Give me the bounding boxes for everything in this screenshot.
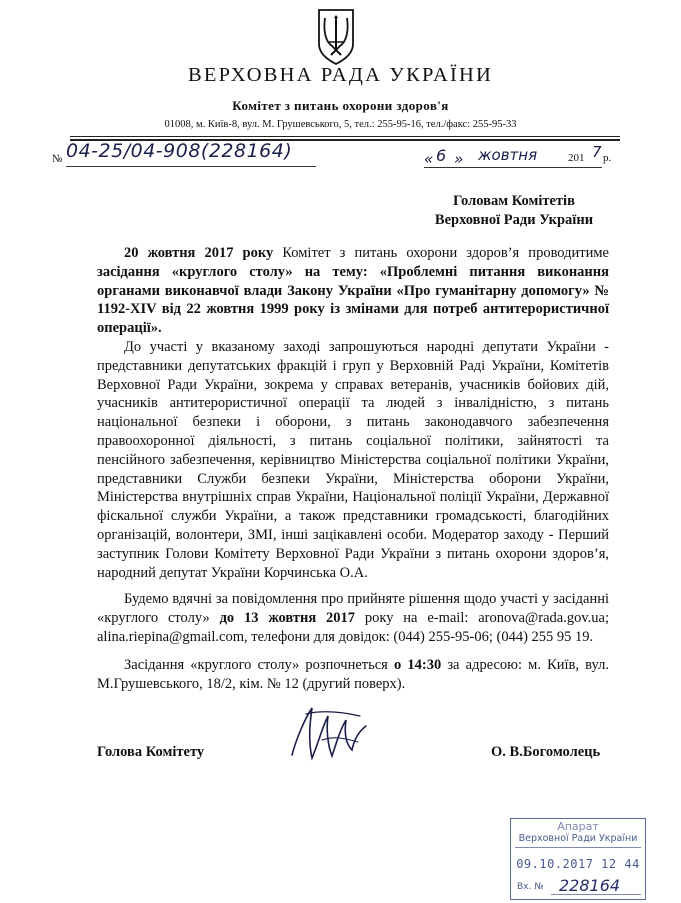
contact-details: року на e-mail: aronova@rada.gov.ua; alina.riepina@gmail.com, телефони для довідок: (044) 255-95-06; (044) 255 95 19. [97, 609, 610, 645]
stamp-line-2: Верховної Ради України [518, 833, 638, 844]
registration-date-month: жовтня [478, 146, 538, 164]
stamp-incoming-underline [551, 894, 641, 895]
trident-coat-of-arms-icon [316, 8, 356, 66]
registration-date-year-digit: 7 [592, 143, 602, 161]
handwritten-signature [282, 700, 372, 770]
registration-stamp [510, 818, 646, 900]
paragraph-4-text-1: Засідання «круглого столу» розпочнеться [124, 657, 394, 673]
body-paragraph-2 [97, 338, 609, 582]
stamp-incoming-number: 228164 [559, 876, 621, 895]
body-paragraph-3 [97, 590, 609, 646]
registration-number-underline [66, 166, 316, 167]
parliament-title: ВЕРХОВНА РАДА УКРАЇНИ [187, 64, 494, 86]
committee-title: Комітет з питань охорони здоров'я [232, 98, 449, 113]
event-date: 20 жовтня 2017 року [124, 245, 274, 261]
registration-number: 04-25/04-908(228164) [66, 140, 293, 162]
event-topic: засідання «круглого столу» на тему: «Проблемні питання виконання органами виконавчої влади Закону України «Про гуманітарну допомогу» № 1192-XIV від 22 жовтня 1999 року із змінами для потреб антитерористичної операції». [97, 263, 609, 337]
addressee-line-2: Верховної Ради України [434, 212, 594, 228]
participants-text: До участі у вказаному заході запрошуються народні депутати України - представники депутатських фракцій і груп у Верховній Раді України, Комітетів Верховної Ради України, зокрема у справах ветеранів, учасників бойових дій, учасників антитерористичної операції та людей з інвалідністю, з питань національної безпеки і оборони, з питань законодавчого забезпечення правоохоронної діяльності, з питань соціальної політики, зайнятості та пенсійного забезпечення, керівництво Міністерства соціальної політики України, представники Служби безпеки України, Міністерства оборони України, Міністерства внутрішніх справ України, Національної поліції України, Державної фіскальної служби України, а також представники громадськості, благодійних організацій, волонтери, ЗМІ, інші зацікавлені особи. Модератор заходу - Перший заступник Голови Комітету Верховної Ради України з питань охорони здоров’я, народний депутат України Корчинська О.А. [97, 339, 609, 581]
signatory-position: Голова Комітету [97, 744, 205, 760]
paragraph-3-text-1: Будемо вдячні за повідомлення про прийняте рішення щодо участі у засіданні «круглого столу» [97, 591, 609, 626]
stamp-incoming-label: Вх. № [517, 882, 544, 892]
header-divider-thin [70, 136, 620, 137]
registration-date-underline [424, 167, 602, 168]
addressee-line-1: Головам Комітетів [453, 193, 575, 209]
registration-date-suffix: р. [603, 152, 612, 164]
meeting-address: за адресою: м. Київ, вул. М.Грушевського, 18/2, кім. № 12 (другий поверх). [97, 657, 609, 692]
reply-deadline: до 13 жовтня 2017 [219, 609, 356, 626]
paragraph-1-text: Комітет з питань охорони здоров’я проводитиме [273, 245, 609, 261]
date-open-quote: « [424, 150, 434, 168]
stamp-divider [515, 847, 641, 848]
registration-number-label: № [52, 153, 63, 165]
date-close-quote: » [454, 150, 464, 168]
committee-address: 01008, м. Київ-8, вул. М. Грушевського, 5, тел.: 255-95-16, тел./факс: 255-95-33 [164, 119, 517, 130]
start-time: о 14:30 [393, 657, 442, 673]
registration-date-year-prefix: 201 [568, 152, 585, 164]
signatory-name: О. В.Богомолець [491, 744, 601, 760]
stamp-line-1: Апарат [557, 820, 599, 833]
body-paragraph-1 [97, 244, 609, 338]
stamp-received-date: 09.10.2017 12 44 [516, 857, 640, 871]
body-paragraph-4 [97, 656, 609, 694]
registration-date-day: 6 [436, 146, 447, 165]
